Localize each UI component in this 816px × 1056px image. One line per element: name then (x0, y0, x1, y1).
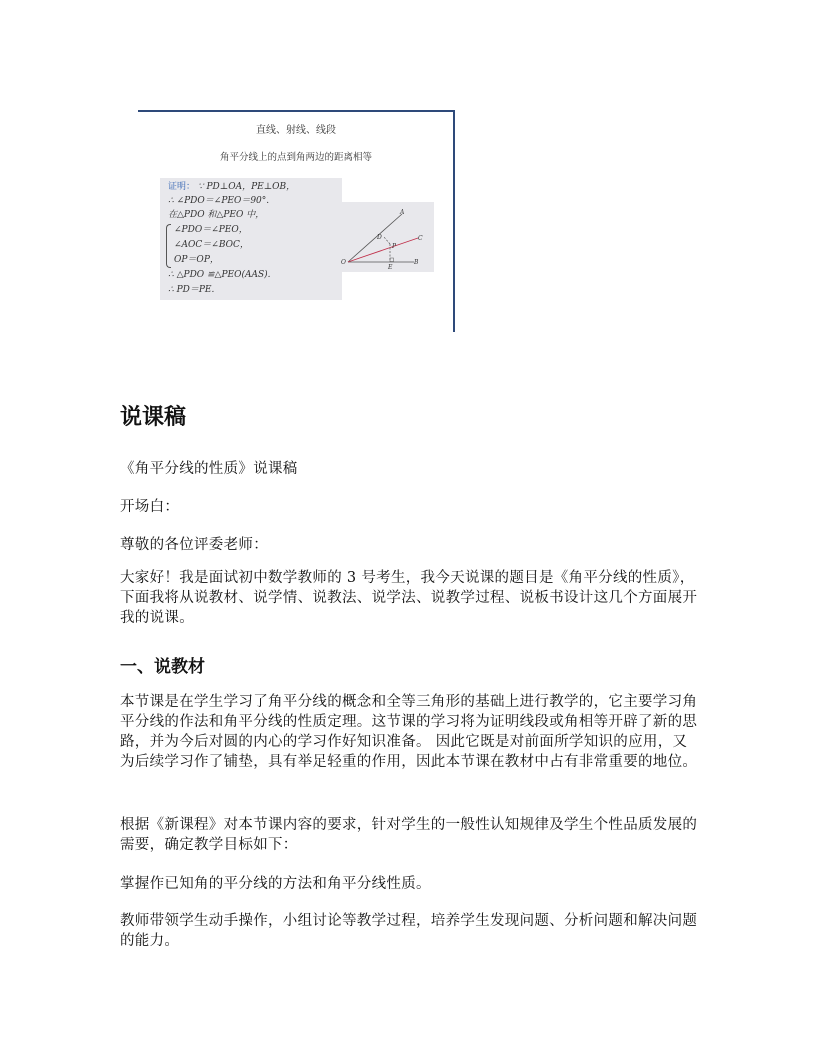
ray-oc (348, 238, 418, 262)
document-title: 说课稿 (120, 405, 187, 430)
angle-bisector-figure (334, 202, 434, 272)
label-b: B (414, 259, 419, 266)
label-c: C (418, 235, 423, 242)
label-a: A (400, 209, 405, 216)
proof-line: 在△PDO 和△PEO 中， (168, 210, 265, 220)
label-o: O (341, 259, 346, 266)
textbook-paragraph: 本节课是在学生学习了角平分线的概念和全等三角形的基础上进行教学的，它主要学习角平分线的作法和角平分线的性质定理。这节课的学习将为证明线段或角相等开辟了新的思路，并为今后对圆的内心的学习作好知识准备。 因此它既是对前面所学知识的应用，又为后续学习作了铺垫，具有举足轻重的作用，因此本节课在教材中占有非常重要的地位。 (120, 694, 698, 770)
brace (166, 224, 171, 268)
proof-label: 证明： (168, 182, 196, 192)
label-e: E (388, 264, 393, 271)
slide-subtitle: 角平分线上的点到角两边的距离相等 (219, 152, 372, 163)
opening-label-paragraph: 开场白： (120, 499, 180, 515)
section-heading: 一、说教材 (120, 657, 205, 677)
objective-ability-paragraph: 教师带领学生动手操作，小组讨论等教学过程，培养学生发现问题、分析问题和解决问题的能力。 (120, 913, 698, 949)
ray-oa (348, 214, 402, 262)
label-d: D (377, 234, 382, 241)
objective-knowledge-paragraph: 掌握作已知角的平分线的方法和角平分线性质。 (120, 876, 431, 892)
proof-line: ∴ PD＝PE. (168, 285, 215, 295)
intro-paragraph: 大家好！我是面试初中数学教师的 3 号考生，我今天说课的题目是《角平分线的性质》，下面我将从说教材、说学情、说教法、说学法、说教学过程、说板书设计这几个方面展开我的说课。 (120, 570, 698, 626)
lesson-title-paragraph: 《角平分线的性质》说课稿 (120, 461, 298, 477)
proof-line: ∠PDO＝∠PEO， (174, 225, 248, 235)
proof-line: OP＝OP， (174, 255, 219, 265)
slide-image (138, 110, 456, 332)
segment-pd (384, 237, 390, 244)
proof-line: ∴ ∠PDO＝∠PEO＝90°. (168, 196, 270, 206)
objectives-intro-paragraph: 根据《新课程》对本节课内容的要求，针对学生的一般性认知规律及学生个性品质发展的需要，确定教学目标如下： (120, 817, 698, 853)
label-p: P (392, 243, 397, 250)
proof-line: ∴ △PDO ≌△PEO(AAS). (168, 270, 271, 280)
right-angle-mark-e (390, 258, 394, 262)
proof-line: ∵ PD⊥OA，PE⊥OB， (197, 182, 296, 192)
slide-top-border (138, 110, 454, 112)
greeting-paragraph: 尊敬的各位评委老师： (120, 537, 268, 553)
proof-box (160, 178, 342, 300)
proof-line: ∠AOC＝∠BOC， (174, 240, 249, 250)
slide-title: 直线、射线、线段 (256, 125, 336, 136)
slide-right-border (453, 110, 455, 332)
